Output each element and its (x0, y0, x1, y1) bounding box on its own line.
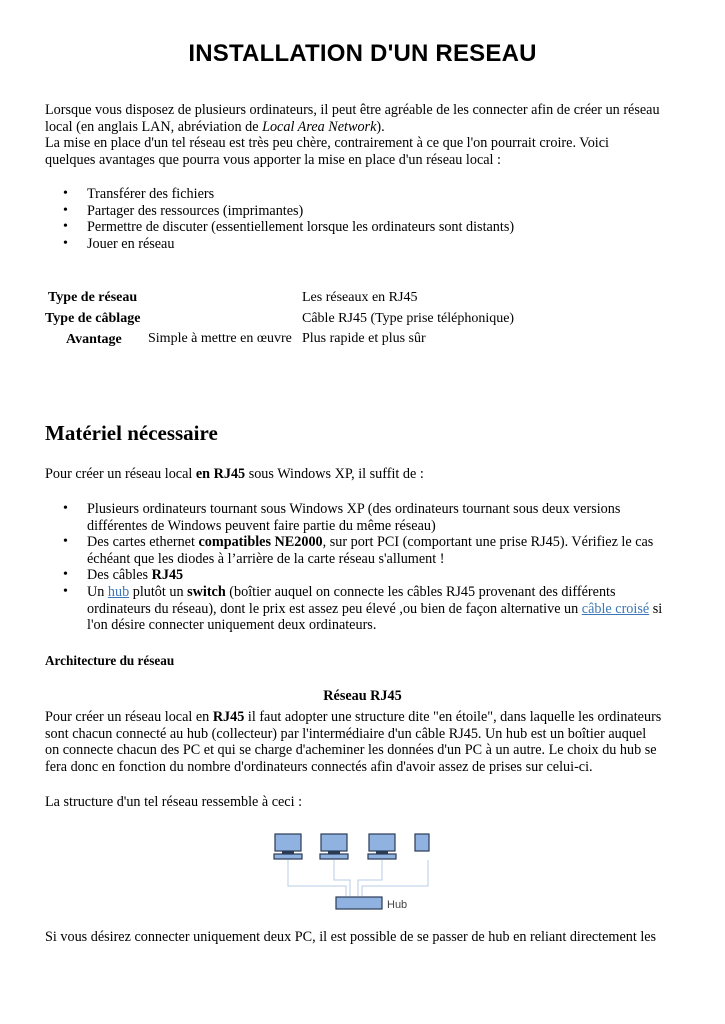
list-item: • Des câbles RJ45 (45, 567, 685, 584)
list-item: • Transférer des fichiers (45, 186, 685, 203)
intro-line: local (en anglais LAN, abréviation de Local Area Network). (45, 118, 385, 135)
list-item: • Un hub plutôt un switch (boîtier auquel on connecte les câbles RJ45 provenant des différents ordinateurs du réseau), dont le prix est assez peu élevé ,ou bien de façon alternative un câble croisé si l'on désire connecter uniquement deux ordinateurs. (45, 584, 685, 634)
cable-lines (288, 860, 428, 896)
intro-line: quelques avantages que pourra vous apporter la mise en place d'un réseau local : (45, 151, 501, 168)
section-intro: Pour créer un réseau local en RJ45 sous Windows XP, il suffit de : (45, 466, 424, 482)
table-value: Les réseaux en RJ45 (302, 290, 418, 305)
list-item: • Permettre de discuter (essentiellement lorsque les ordinateurs sont distants) (45, 219, 685, 236)
list-item: • Plusieurs ordinateurs tournant sous Windows XP (des ordinateurs tournant sous deux versions différentes de Windows peuvent faire partie du même réseau) (45, 501, 685, 534)
list-item: • Partager des ressources (imprimantes) (45, 203, 685, 220)
intro-paragraph (45, 102, 685, 168)
crossover-cable-link[interactable]: câble croisé (581, 600, 650, 617)
table-value: Plus rapide et plus sûr (302, 331, 426, 346)
hub-icon (336, 897, 382, 909)
intro-line: Lorsque vous disposez de plusieurs ordinateurs, il peut être agréable de les connecter afin de créer un réseau (45, 102, 660, 118)
table-value: Simple à mettre en œuvre (148, 331, 292, 346)
section-heading: Matériel nécessaire (45, 421, 218, 445)
advantages-list (45, 186, 685, 252)
hub-link[interactable]: hub (107, 583, 130, 600)
architecture-heading: Architecture du réseau (45, 653, 175, 668)
page-title: INSTALLATION D'UN RESEAU (188, 40, 537, 67)
computer-icon (368, 834, 396, 859)
table-label: Avantage (66, 332, 122, 347)
computer-icon (415, 834, 429, 851)
table-label: Type de câblage (45, 311, 141, 326)
architecture-subtitle: Réseau RJ45 (323, 688, 402, 704)
computer-icon (274, 834, 302, 859)
closing-line: Si vous désirez connecter uniquement deux PC, il est possible de se passer de hub en reliant directement les (45, 929, 657, 945)
materials-list (45, 501, 685, 634)
table-label: Type de réseau (48, 290, 138, 305)
star-network-diagram (270, 830, 430, 912)
hub-label: Hub (387, 899, 408, 911)
lan-term: Local Area Network (262, 118, 377, 135)
table-value: Câble RJ45 (Type prise téléphonique) (302, 311, 515, 326)
computer-icon (320, 834, 348, 859)
architecture-paragraph: Pour créer un réseau local en RJ45 il faut adopter une structure dite "en étoile", dans laquelle les ordinateurs sont chacun connecté au hub (collecteur) par l'intermédiaire d'un câble RJ45. Un hub est un boîtier auquel on connecte chacun des PC et qui se charge d'acheminer les données d'un PC à un autre. Le choix du hub se fera donc en fonction du nombre d'ordinateurs connectés afin d'avoir assez de prises sur celui-ci. (45, 709, 662, 775)
intro-line: La mise en place d'un tel réseau est très peu chère, contrairement à ce que l'on pourrait croire. Voici (45, 135, 609, 152)
structure-caption: La structure d'un tel réseau ressemble à ceci : (45, 794, 303, 810)
list-item: • Jouer en réseau (45, 236, 685, 253)
list-item: • Des cartes ethernet compatibles NE2000, sur port PCI (comportant une prise RJ45). Vérifiez le cas échéant que les diodes à l’arrière de la carte réseau s'allument ! (45, 534, 685, 567)
